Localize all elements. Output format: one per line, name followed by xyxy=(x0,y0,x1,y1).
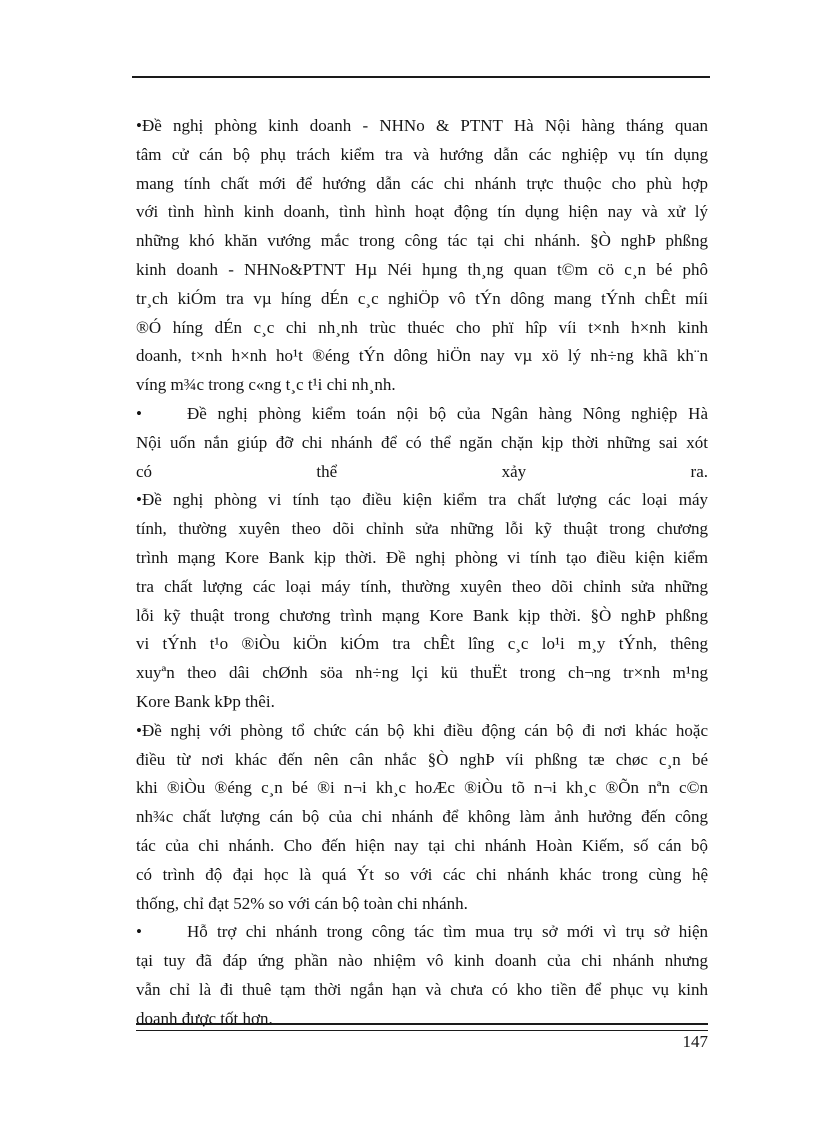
paragraph-5 xyxy=(136,918,708,1033)
bullet: • xyxy=(136,720,142,740)
paragraph-4 xyxy=(136,717,708,919)
paragraph-1 xyxy=(136,112,708,400)
bullet: • xyxy=(136,116,142,135)
paragraph-2 xyxy=(136,400,708,486)
paragraph-line: •Đề nghị với phòng tổ chức cán bộ khi điều động cán bộ đi nơi khác hoặc xyxy=(136,720,708,740)
paragraph-line: nh¾c chất lượng cán bộ của chi nhánh để không làm ảnh hưởng đến công xyxy=(136,807,708,827)
paragraph-line: trình mạng Kore Bank kịp thời. Đề nghị phòng vi tính tạo điều kiện kiểm xyxy=(136,547,708,567)
paragraph-line: doanh được tốt hơn. xyxy=(136,1008,273,1028)
bullet: • xyxy=(136,490,142,510)
paragraph-line: Nội uốn nắn giúp đỡ chi nhánh để có thể ngăn chặn kịp thời những sai xót xyxy=(136,432,708,452)
paragraph-line: Kore Bank kÞp thêi. xyxy=(136,691,275,711)
paragraph-line: vẫn chỉ là đi thuê tạm thời ngắn hạn và chưa có kho tiền để phục vụ kinh xyxy=(136,979,708,999)
paragraph-line: mang tính chất mới để hướng dẫn các chi nhánh trực thuộc cho phù hợp xyxy=(136,173,708,193)
paragraph-line: xuyªn theo dâi chØnh söa nh÷ng lçi kü thuËt trong ch¬ng tr×nh m¹ng xyxy=(136,663,708,683)
bullet: • xyxy=(136,922,142,942)
paragraph-line: •Đề nghị phòng vi tính tạo điều kiện kiểm tra chất lượng các loại máy xyxy=(136,490,708,510)
paragraph-line: tại tuy đã đáp ứng phần nào nhiệm vô kinh doanh của chi nhánh nhưng xyxy=(136,951,708,971)
paragraph-line: tâm cử cán bộ phụ trách kiểm tra và hướng dẫn các nghiệp vụ tín dụng xyxy=(136,144,708,164)
footer-rule xyxy=(136,1023,708,1031)
header-rule xyxy=(132,76,710,78)
paragraph-line: lỗi kỹ thuật trong chương trình mạng Kore Bank kịp thời. §Ò nghÞ phßng xyxy=(136,605,708,625)
page-number: 147 xyxy=(682,1032,708,1051)
paragraph-line: điều từ nơi khác đến nên cân nhắc §Ò nghÞ víi phßng tæ chøc c¸n bé xyxy=(136,749,708,769)
paragraph-line: có thể xảy ra. xyxy=(136,461,708,481)
paragraph-line: víng m¾c trong c«ng t¸c t¹i chi nh¸nh. xyxy=(136,375,396,395)
paragraph-line: khi ®iÒu ®éng c¸n bé ®i n¬i kh¸c hoÆc ®iÒu tõ n¬i kh¸c ®Õn nªn c©n xyxy=(136,778,708,798)
paragraph-line: với tình hình kinh doanh, tình hình hoạt động tín dụng hiện nay và xử lý xyxy=(136,202,708,222)
paragraph-line: kinh doanh - NHNo&PTNT Hµ Néi hµng th¸ng quan t©m cö c¸n bé phô xyxy=(136,259,708,279)
bullet: • xyxy=(136,403,142,423)
paragraph-line: •Đề nghị phòng kinh doanh - NHNo & PTNT Hà Nội hàng tháng quan xyxy=(136,116,708,135)
paragraph-line: ®Ó híng dÉn c¸c chi nh¸nh trùc thuéc cho phï hîp víi t×nh h×nh kinh xyxy=(136,317,708,337)
paragraph-line: vi tÝnh t¹o ®iÒu kiÖn kiÓm tra chÊt lîng c¸c lo¹i m¸y tÝnh, thêng xyxy=(136,634,708,654)
paragraph-line: thống, chỉ đạt 52% so với cán bộ toàn chi nhánh. xyxy=(136,893,468,913)
paragraph-line: • Đề nghị phòng kiểm toán nội bộ của Ngân hàng Nông nghiệp Hà xyxy=(136,403,708,423)
paragraph-3 xyxy=(136,486,708,716)
paragraph-line: • Hỗ trợ chi nhánh trong công tác tìm mua trụ sở mới vì trụ sở hiện xyxy=(136,922,708,942)
paragraph-line: tr¸ch kiÓm tra vµ híng dÉn c¸c nghiÖp vô tÝn dông mang tÝnh chÊt míi xyxy=(136,288,708,308)
paragraph-line: doanh, t×nh h×nh ho¹t ®éng tÝn dông hiÖn nay vµ xö lý nh÷ng khã kh¨n xyxy=(136,346,708,366)
paragraph-line: tra chất lượng các loại máy tính, thường xuyên theo dõi chỉnh sửa những xyxy=(136,576,708,596)
paragraph-line: những khó khăn vướng mắc trong công tác tại chi nhánh. §Ò nghÞ phßng xyxy=(136,231,708,251)
paragraph-line: có trình độ đại học là quá Ýt so với các chi nhánh khác trong cùng hệ xyxy=(136,864,708,884)
paragraph-line: tác của chi nhánh. Cho đến hiện nay tại chi nhánh Hoàn Kiếm, số cán bộ xyxy=(136,835,708,855)
paragraph-line: tính, thường xuyên theo dõi chỉnh sửa những lỗi kỹ thuật trong chương xyxy=(136,519,708,539)
document-body xyxy=(136,112,708,1034)
